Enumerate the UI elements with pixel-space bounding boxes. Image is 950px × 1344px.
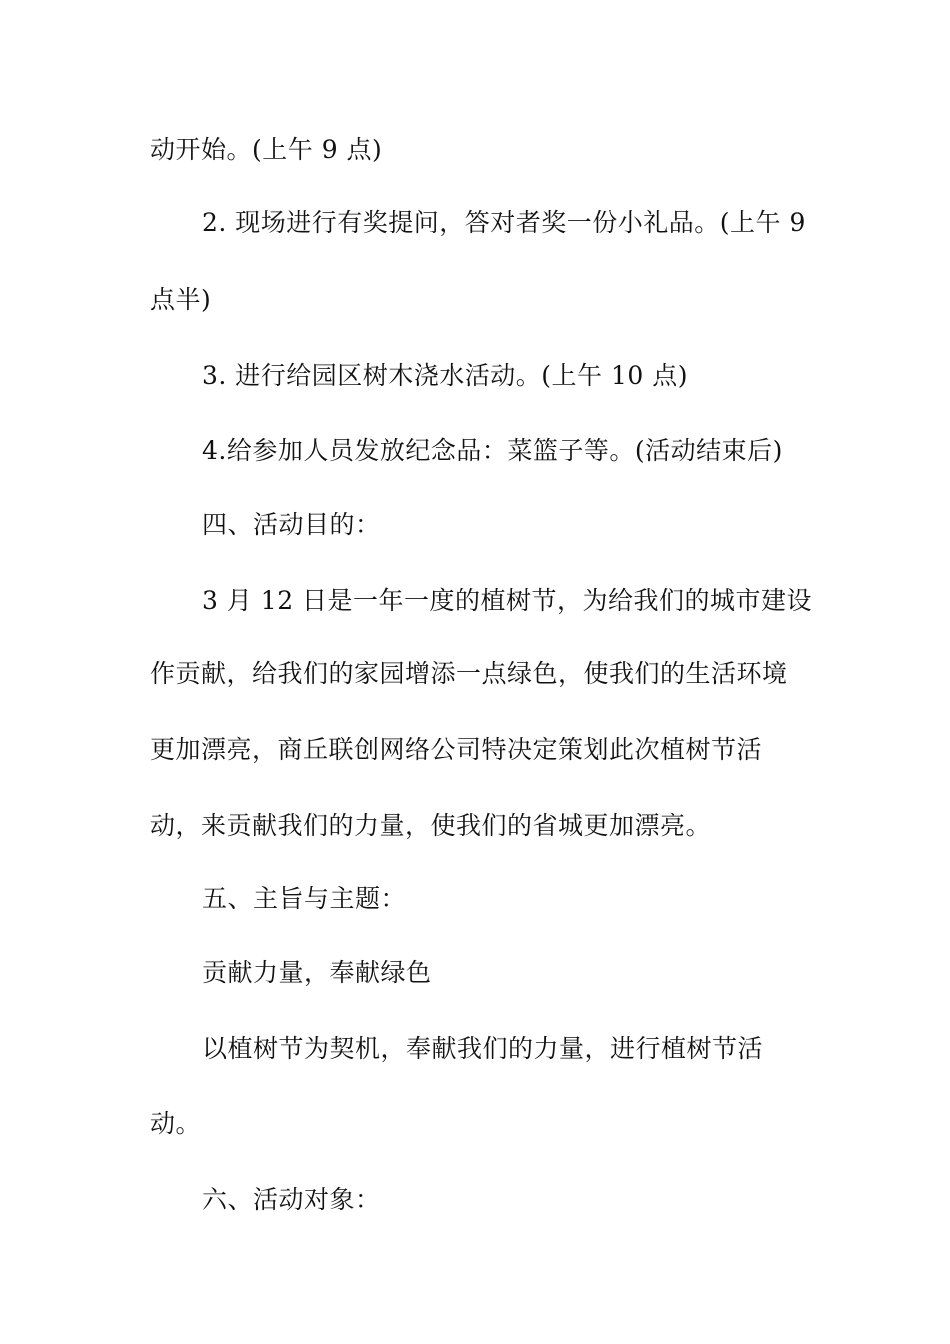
section-heading-purpose: 四、活动目的： xyxy=(202,510,381,539)
text-line-2: 2. 现场进行有奖提问，答对者奖一份小礼品。(上午 9 xyxy=(202,208,806,237)
text-line-5: 4.给参加人员发放纪念品：菜篮子等。(活动结束后) xyxy=(202,436,783,465)
text-line-10: 动，来贡献我们的力量，使我们的省城更加漂亮。 xyxy=(150,811,712,840)
text-line-9: 更加漂亮，商丘联创网络公司特决定策划此次植树节活 xyxy=(150,735,763,764)
text-line-1: 动开始。(上午 9 点) xyxy=(150,135,383,164)
section-heading-theme: 五、主旨与主题： xyxy=(202,884,407,913)
text-line-14: 动。 xyxy=(150,1109,202,1138)
text-line-7: 3 月 12 日是一年一度的植树节，为给我们的城市建设 xyxy=(202,586,813,615)
text-line-4: 3. 进行给园区树木浇水活动。(上午 10 点) xyxy=(202,361,689,390)
text-line-13: 以植树节为契机，奉献我们的力量，进行植树节活 xyxy=(202,1034,764,1063)
text-line-12: 贡献力量，奉献绿色 xyxy=(202,958,432,987)
text-line-3: 点半) xyxy=(150,285,212,314)
text-line-8: 作贡献，给我们的家园增添一点绿色，使我们的生活环境 xyxy=(150,659,788,688)
section-heading-audience: 六、活动对象： xyxy=(202,1185,381,1214)
